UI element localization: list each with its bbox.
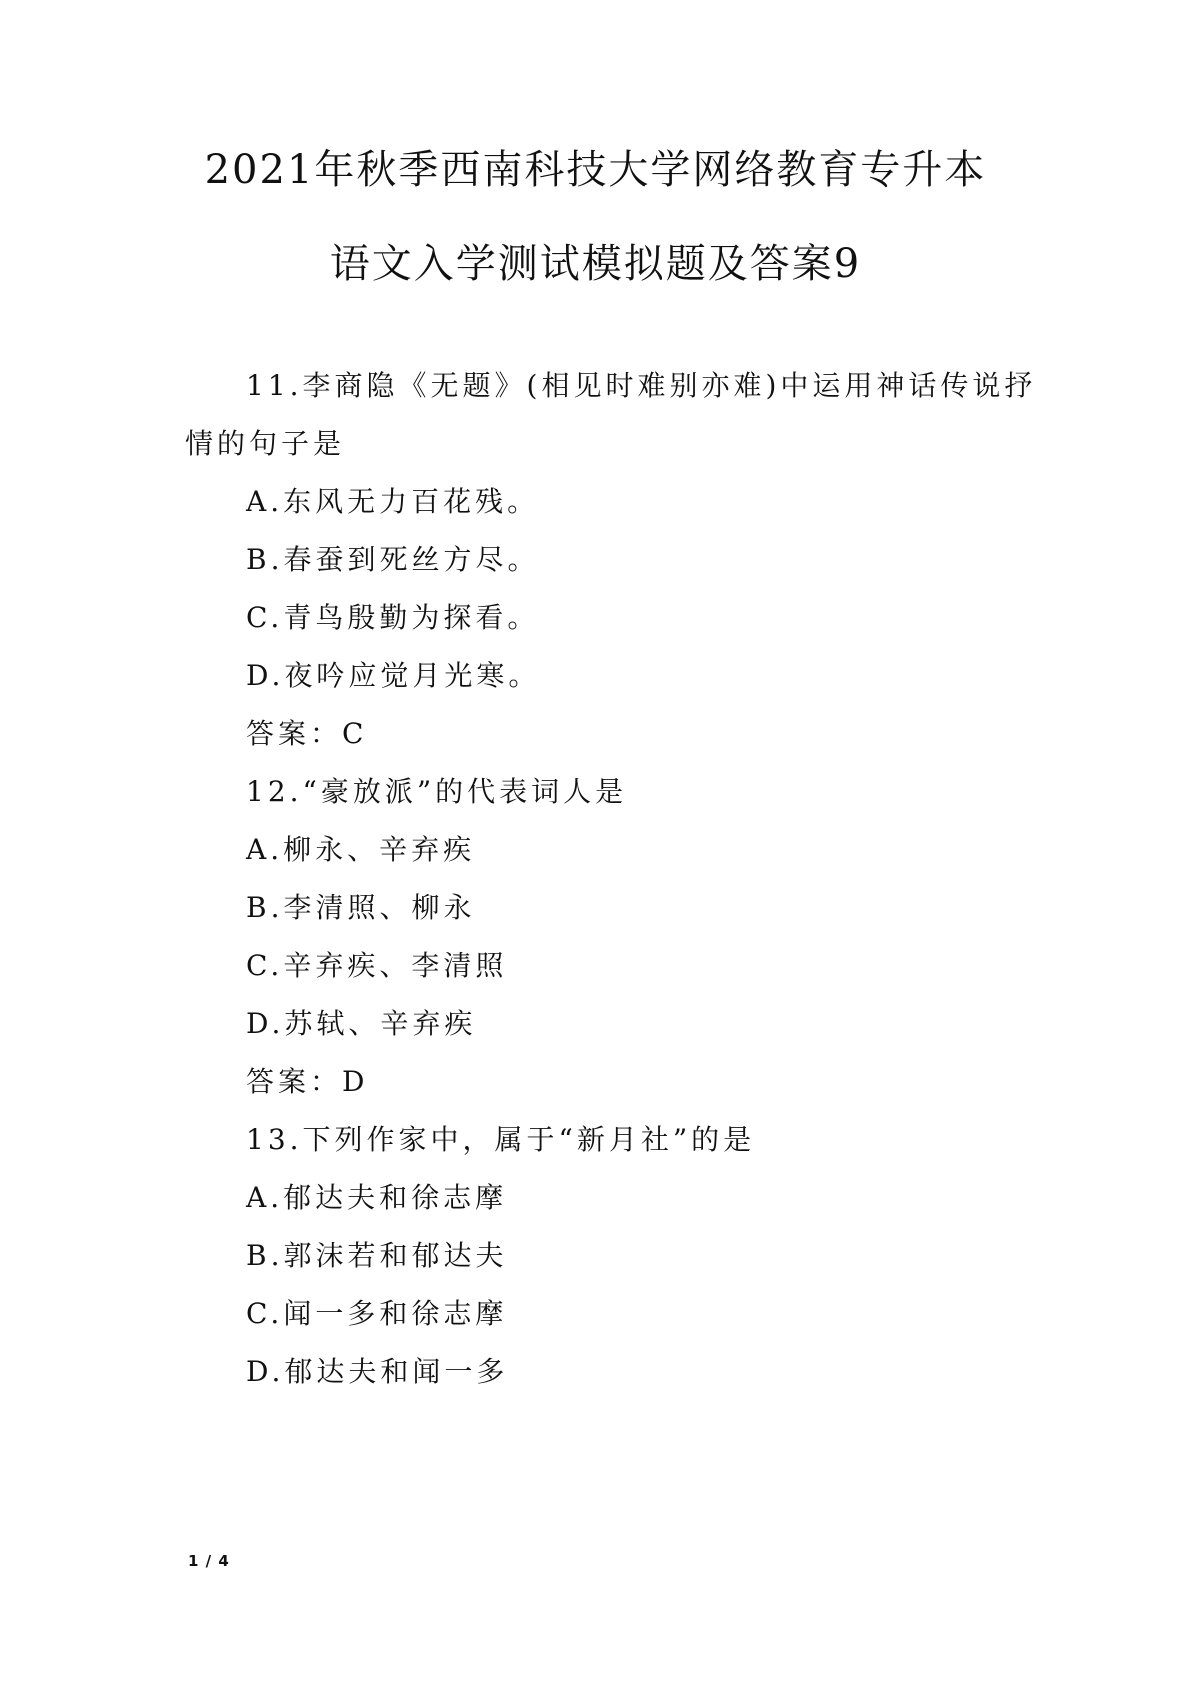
question-12-option-b: B.李清照、柳永	[246, 891, 476, 924]
question-13-option-b: B.郭沫若和郁达夫	[246, 1239, 508, 1272]
page-number: 1 / 4	[188, 1552, 230, 1570]
question-11-text-continued: 情的句子是	[185, 427, 346, 460]
document-title-line-2: 语文入学测试模拟题及答案9	[329, 241, 862, 287]
question-12-option-c: C.辛弃疾、李清照	[246, 949, 508, 982]
question-11-option-b: B.春蚕到死丝方尽。	[246, 543, 540, 576]
question-11-option-d: D.夜吟应觉月光寒。	[246, 659, 541, 692]
question-12-text: 12.“豪放派”的代表词人是	[246, 775, 628, 808]
question-11-text: 11.李商隐《无题》(相见时难别亦难)中运用神话传说抒	[246, 369, 1037, 402]
question-11-option-a: A.东风无力百花残。	[246, 485, 540, 518]
question-13-option-a: A.郁达夫和徐志摩	[246, 1181, 508, 1214]
question-11-option-c: C.青鸟殷勤为探看。	[246, 601, 540, 634]
question-12-answer: 答案：D	[246, 1065, 369, 1098]
question-12-option-a: A.柳永、辛弃疾	[246, 833, 476, 866]
question-13-text: 13.下列作家中，属于“新月社”的是	[246, 1123, 756, 1156]
question-13-option-c: C.闻一多和徐志摩	[246, 1297, 508, 1330]
question-12-option-d: D.苏轼、辛弃疾	[246, 1007, 477, 1040]
question-13-option-d: D.郁达夫和闻一多	[246, 1355, 509, 1388]
document-title-line-1: 2021年秋季西南科技大学网络教育专升本	[204, 147, 987, 193]
question-11-answer: 答案：C	[246, 717, 368, 750]
